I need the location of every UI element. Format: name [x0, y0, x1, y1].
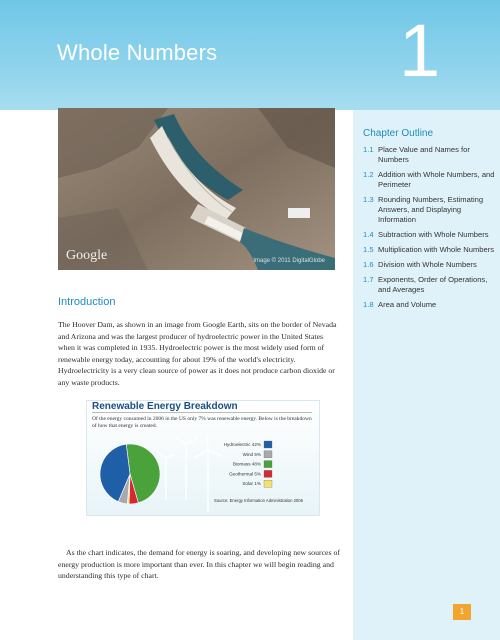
legend-label: Wind 5%	[242, 451, 261, 457]
outline-item-label: Subtraction with Whole Numbers	[378, 230, 489, 239]
outline-item-label: Exponents, Order of Operations, and Averages	[378, 275, 488, 294]
introduction-heading: Introduction	[58, 296, 116, 308]
image-credit: Image © 2011 DigitalGlobe	[253, 258, 325, 264]
legend-swatch	[264, 480, 272, 487]
legend-swatch	[264, 451, 272, 458]
page-number: 1	[453, 604, 471, 620]
introduction-paragraph: The Hoover Dam, as shown in an image from Google Earth, sits on the border of Nevada and Arizona and was the largest producer of hydroelectric power in the United States when it was completed in 1935. Hydroelectric power is the most widely used form of renewable energy today, accounting for about 19% of the world's electricity. Hydroelectricity is a very clean source of power as it does not produce carbon dioxide or any waste products.	[58, 320, 337, 387]
outline-item[interactable]	[363, 260, 495, 270]
legend-label: Biomass 48%	[232, 461, 261, 467]
chart-legend	[224, 441, 272, 487]
chapter-number: 1	[399, 9, 441, 92]
outline-item-number: 1.5	[363, 245, 374, 254]
outline-item-label: Multiplication with Whole Numbers	[378, 245, 495, 254]
chart-description: Of the energy consumed in 2006 in the US only 7% was renewable energy. Below is the breakdown of how that energy is created.	[92, 416, 312, 430]
outline-item-number: 1.3	[363, 195, 374, 204]
outline-item-number: 1.1	[363, 145, 374, 154]
closing-paragraph: As the chart indicates, the demand for energy is soaring, and developing new sources of energy production is more important than ever. In this chapter we will begin reading and understanding this type of chart.	[58, 548, 340, 581]
outline-item-label: Division with Whole Numbers	[378, 260, 477, 269]
outline-item-number: 1.8	[363, 300, 374, 309]
wind-turbine-decoration	[157, 436, 222, 512]
legend-swatch	[264, 441, 272, 448]
chart-source: Source: Energy Information Administration 2006	[214, 498, 303, 503]
renewable-energy-pie-chart	[86, 400, 318, 514]
legend-label: Hydroelectric 42%	[223, 442, 261, 447]
outline-item[interactable]	[363, 275, 495, 295]
legend-label: Geothermal 5%	[229, 471, 261, 477]
outline-item-number: 1.4	[363, 230, 374, 239]
outline-item[interactable]	[363, 170, 495, 190]
dam-aerial-image	[58, 108, 335, 270]
outline-item[interactable]	[363, 195, 495, 225]
outline-item-number: 1.7	[363, 275, 374, 284]
chapter-title: Whole Numbers	[57, 40, 218, 65]
google-watermark: Google	[66, 248, 108, 263]
outline-item-label: Area and Volume	[378, 300, 437, 309]
legend-swatch	[264, 470, 272, 477]
outline-item-label: Addition with Whole Numbers, and Perimeter	[378, 170, 495, 189]
outline-item-label: Place Value and Names for Numbers	[378, 145, 470, 164]
legend-swatch	[264, 461, 272, 468]
outline-item[interactable]	[363, 230, 495, 240]
outline-item-number: 1.2	[363, 170, 374, 179]
dam-photo	[58, 108, 335, 270]
outline-item[interactable]	[363, 145, 495, 165]
chapter-outline-list	[363, 145, 495, 315]
chart-title: Renewable Energy Breakdown	[92, 401, 238, 412]
legend-label: Solar 1%	[242, 481, 261, 487]
outline-item-label: Rounding Numbers, Estimating Answers, and Displaying Information	[378, 195, 484, 224]
outline-item-number: 1.6	[363, 260, 374, 269]
pie-group	[100, 444, 160, 504]
chapter-outline-title: Chapter Outline	[363, 128, 434, 139]
outline-item[interactable]	[363, 300, 495, 310]
outline-item[interactable]	[363, 245, 495, 255]
